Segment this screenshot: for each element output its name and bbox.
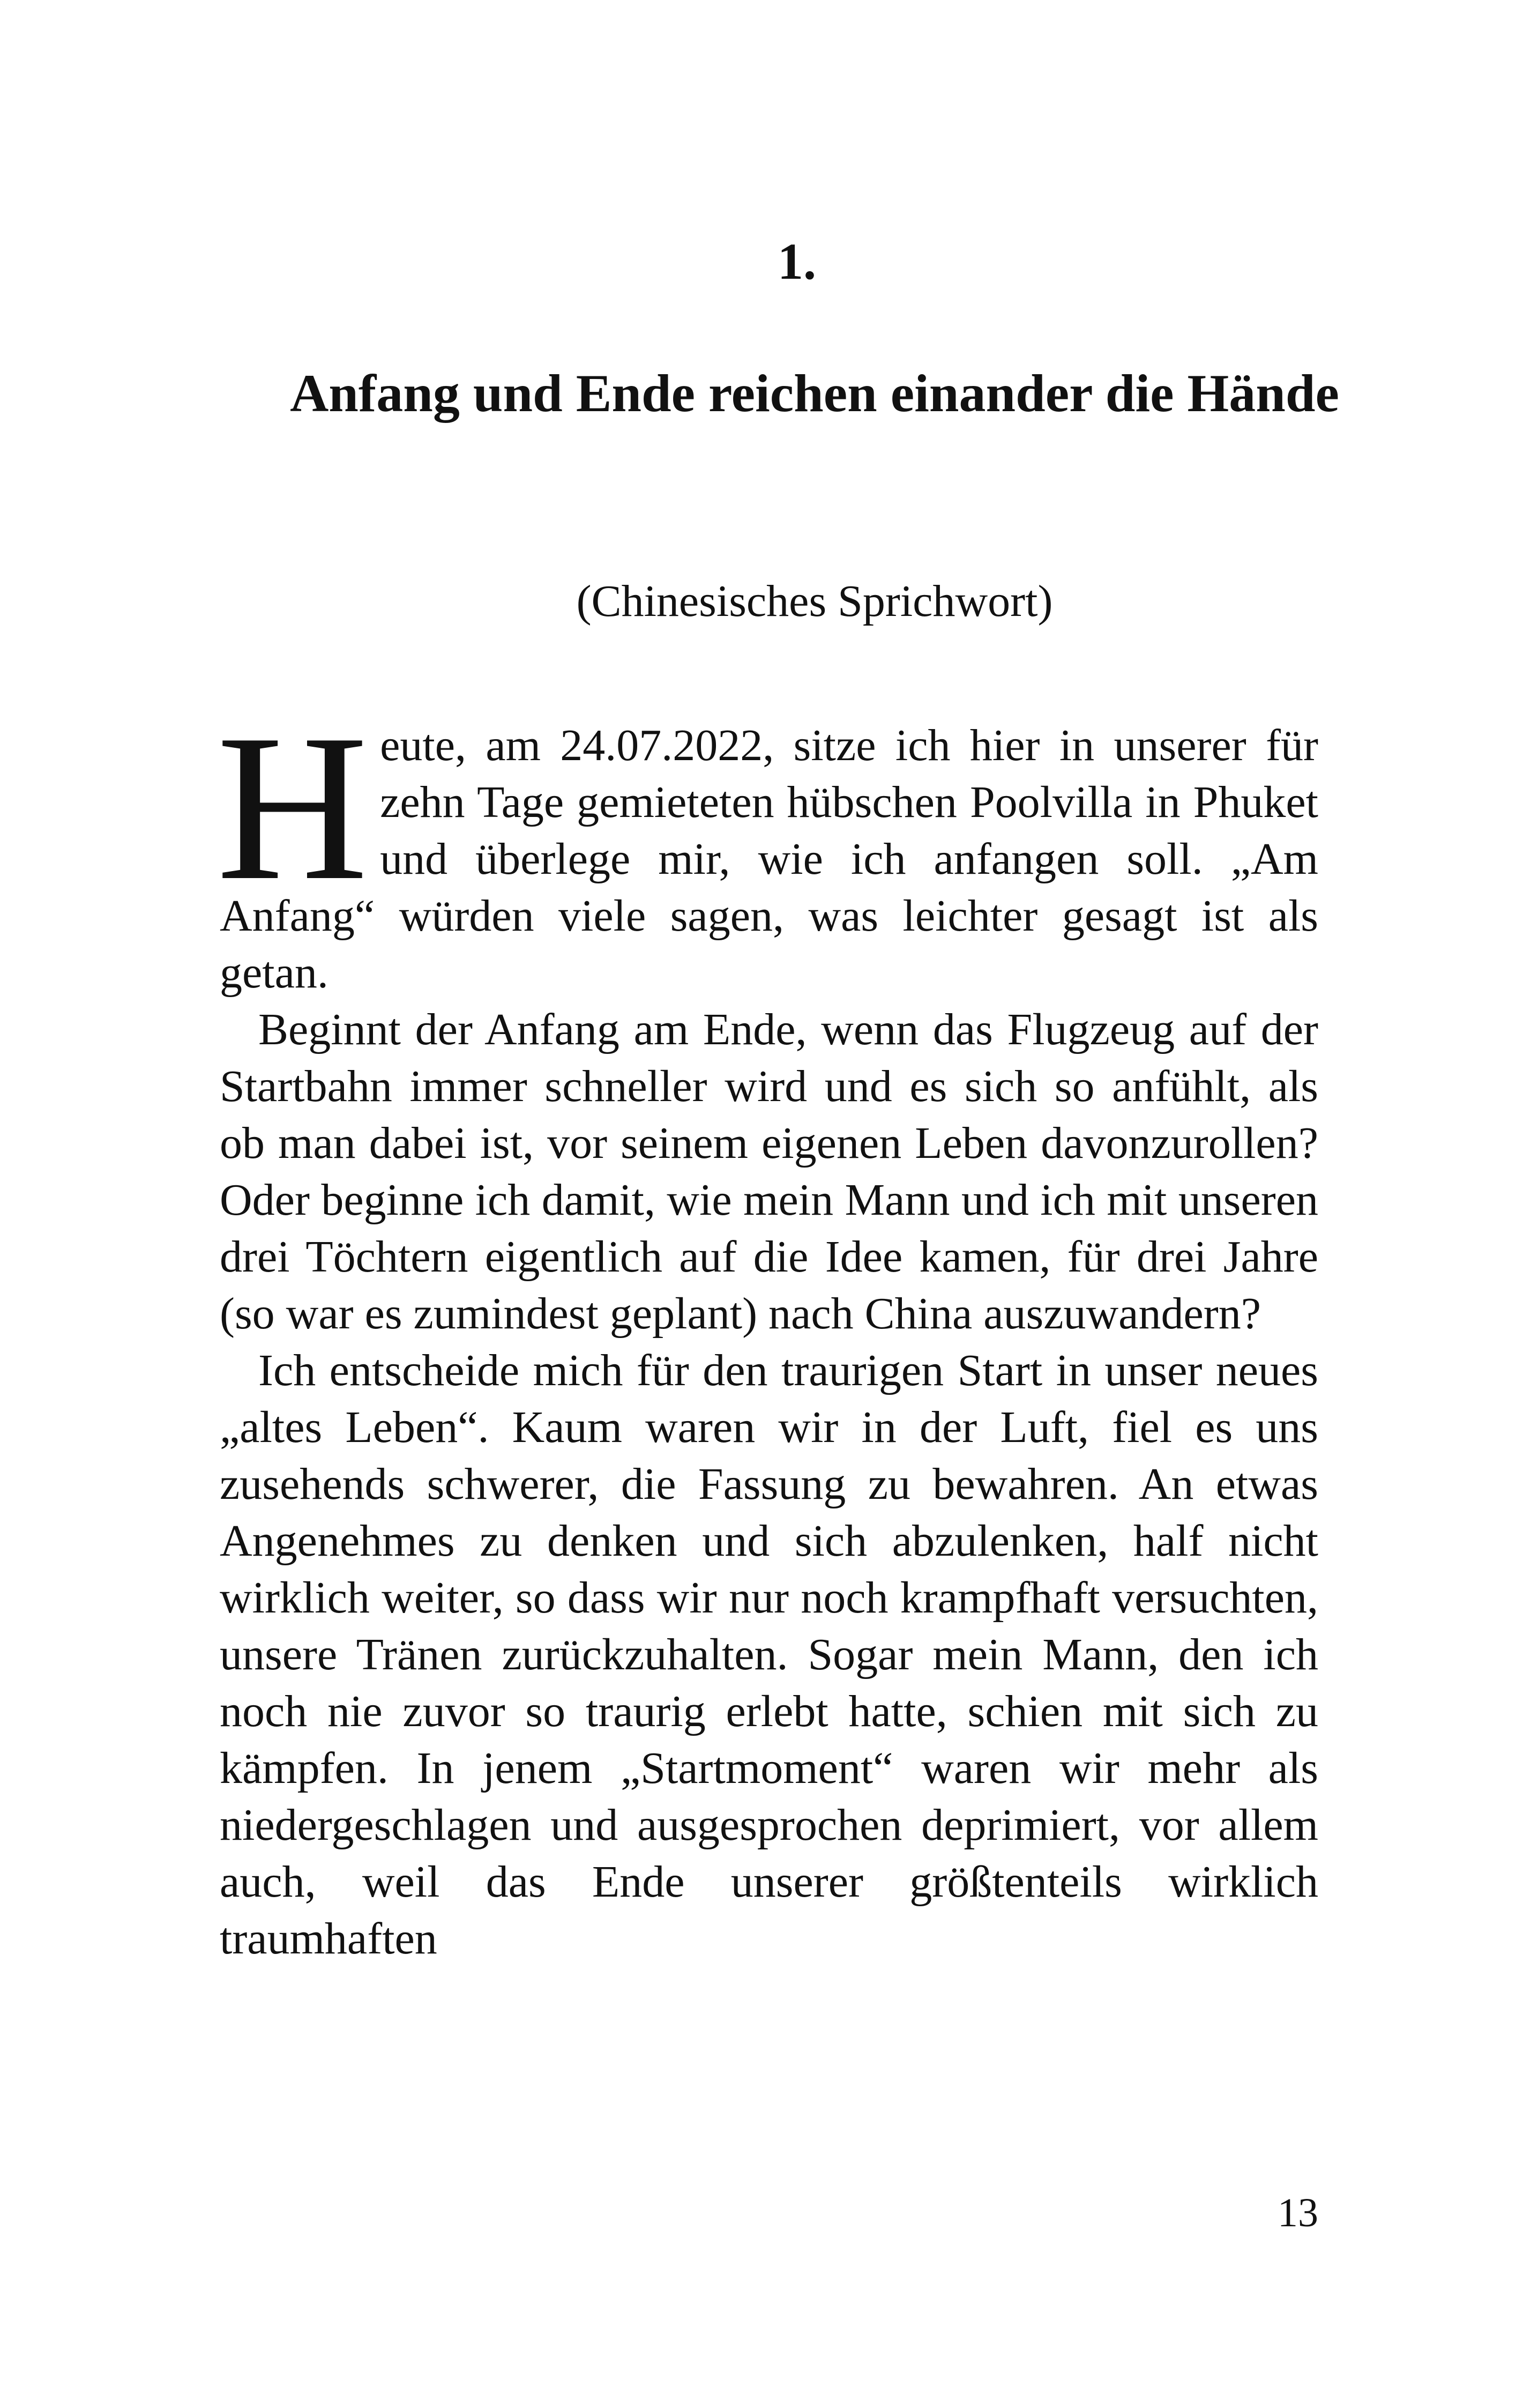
paragraph-1 [216, 691, 1318, 1001]
drop-cap: H [216, 691, 369, 924]
page-number: 13 [1278, 2190, 1318, 2235]
chapter-number: 1. [778, 233, 816, 290]
paragraph-2: Beginnt der Anfang am Ende, wenn das Flugzeug auf der Startbahn immer schneller wird und es sich so anfühlt, als ob man dabei ist, vor seinem eigenen Leben davonzurollen? Oder beginne ich damit, wie mein Mann und ich mit unseren drei Töchtern eigentlich auf die Idee kamen, für drei Jahre (so war es zumindest geplant) nach China auszuwandern? [220, 1005, 1318, 1339]
paragraph-1-text: eute, am 24.07.2022, sitze ich hier in unserer für zehn Tage gemieteten hübschen Poolvilla in Phuket und überlege mir, wie ich anfangen soll. „Am Anfang“ würden viele sagen, was leichter gesagt ist als getan. [220, 720, 1318, 998]
chapter-title: Anfang und Ende reichen einander die Hände [290, 363, 1339, 423]
chapter-epigraph: (Chinesisches Sprichwort) [576, 576, 1053, 626]
body-text [216, 691, 1318, 1967]
paragraph-3: Ich entscheide mich für den traurigen Start in unser neues „altes Leben“. Kaum waren wir in der Luft, fiel es uns zusehends schwerer, die Fassung zu bewahren. An etwas Angenehmes zu denken und sich abzulenken, half nicht wirklich weiter, so dass wir nur noch krampfhaft versuchten, unsere Tränen zurückzuhalten. Sogar mein Mann, den ich noch nie zuvor so traurig erlebt hatte, schien mit sich zu kämpfen. In jenem „Startmoment“ waren wir mehr als niedergeschlagen und ausgesprochen deprimiert, vor allem auch, weil das Ende unserer größtenteils wirklich traumhaften [220, 1346, 1318, 1964]
